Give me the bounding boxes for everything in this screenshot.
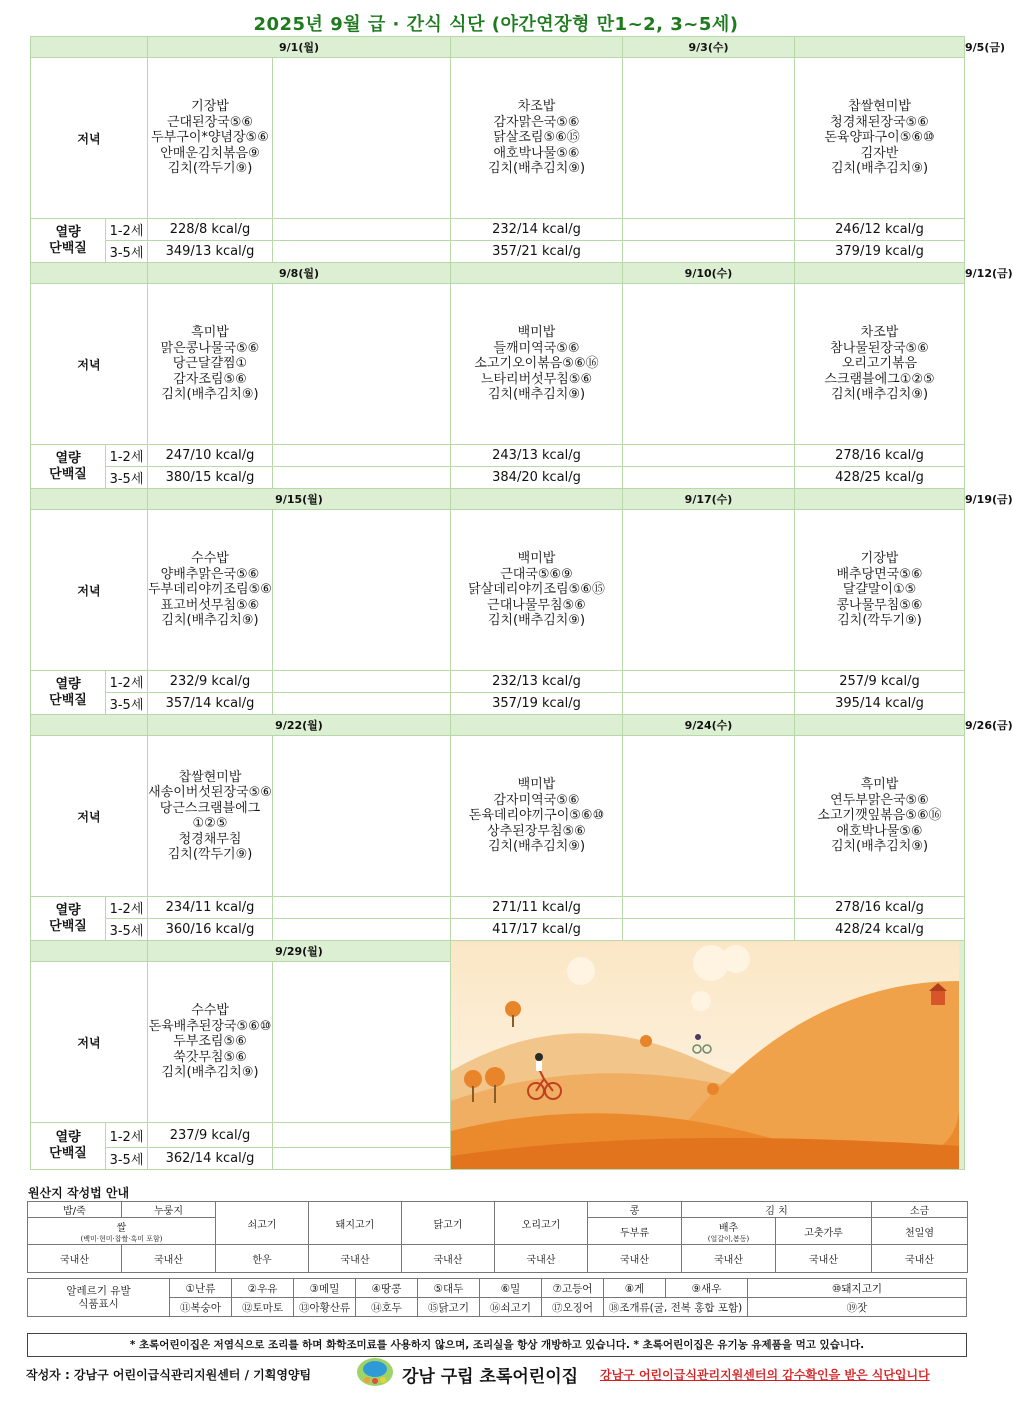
kcal-row-2 [31,241,965,263]
dinner-menu [148,510,273,671]
dish-item: 김치(배추김치⑨) [830,839,929,855]
origin-cabbage-cell [682,1218,776,1245]
header-spacer [795,37,965,58]
kcal-label-2: 단백질 [49,466,87,482]
dish-item: 새송이버섯된장국⑤⑥ [148,785,272,800]
age-label: 3-5세 [106,1148,148,1170]
dish-item: 양배추맑은국⑤⑥ [160,566,260,582]
allergy-item: ⑯쇠고기 [480,1298,542,1317]
dinner-label: 저녁 [31,58,148,219]
kcal-value: 246/12 kcal/g [795,219,965,241]
origin-header-chicken: 닭고기 [402,1202,495,1245]
allergy-item: ⑤대두 [418,1279,480,1298]
origin-value: 국내산 [402,1245,495,1273]
dish-item: 수수밥 [191,1003,229,1019]
dish-item: 김치(배추김치⑨) [830,161,929,177]
dish-item: 흑미밥 [860,777,899,793]
date-header: 9/3(수) [623,37,795,58]
autumn-landscape-icon [451,941,959,1169]
kcal-value: 417/17 kcal/g [451,919,623,941]
origin-rice-note: (백미·현미·찹쌀·흑미 포함) [80,1234,163,1243]
dinner-row [31,284,965,445]
origin-header-nurungji: 누룽지 [122,1202,216,1218]
dish-item: 연두부맑은국⑤⑥ [830,792,929,808]
dinner-label: 저녁 [31,962,148,1123]
dish-item: 기장밥 [191,99,229,115]
dish-item: 닭살데리야끼조림⑤⑥⑮ [468,582,605,598]
allergy-table [27,1278,967,1317]
blank-cell [623,58,795,219]
allergy-label-1: 알레르기 유발 [66,1284,131,1297]
dish-item: 오리고기볶음 [841,356,918,372]
dish-item: 돈육배추된장국⑤⑥⑩ [148,1018,272,1034]
dish-item: 콩나물무침⑤⑥ [836,597,923,613]
date-header: 9/1(월) [148,37,451,58]
origin-table [27,1201,968,1273]
blank-cell [273,58,451,219]
dish-item: 당근스크램블에그 [159,800,261,816]
allergy-item: ⑲잣 [748,1298,967,1317]
date-header-row [31,941,965,962]
allergy-item: ⑬아황산류 [294,1298,356,1317]
date-header: 9/8(월) [148,263,451,284]
dish-item: 김치(배추김치⑨) [161,613,259,629]
kcal-value: 234/11 kcal/g [148,897,273,919]
kcal-value: 357/21 kcal/g [451,241,623,263]
dish-item: 백미밥 [517,777,556,793]
dish-item: 백미밥 [517,325,556,341]
dinner-menu [795,736,965,897]
blank-cell [273,919,451,941]
origin-value: 국내산 [872,1245,968,1273]
blank-cell [273,897,451,919]
origin-header-rice: 밥/죽 [28,1202,122,1218]
allergy-item: ①난류 [170,1279,232,1298]
dish-item: 소고기깻잎볶음⑤⑥⑯ [817,808,942,824]
blank-cell [273,671,451,693]
dinner-menu [148,284,273,445]
header-spacer [795,715,965,736]
blank-cell [273,510,451,671]
origin-value: 국내산 [495,1245,588,1273]
allergy-item: ②우유 [232,1279,294,1298]
blank-cell [273,467,451,489]
confirmation-note: 강남구 어린이급식관리지원센터의 감수확인을 받은 식단입니다 [600,1368,930,1382]
header-spacer [451,263,623,284]
allergy-item: ③메밀 [294,1279,356,1298]
kcal-value: 243/13 kcal/g [451,445,623,467]
kcal-value: 278/16 kcal/g [795,445,965,467]
header-spacer [451,489,623,510]
kcal-label [31,671,106,715]
date-header-row: 9/15(월) 9/17(수) 9/19(금) [31,489,965,510]
dish-item: 근대된장국⑤⑥ [166,114,254,130]
school-name: 강남 구립 초록어린이집 [402,1367,579,1387]
dish-item: 김자반 [860,145,899,161]
origin-header-bean: 콩 [588,1202,682,1218]
allergy-item: ⑦고등어 [542,1279,604,1298]
allergy-item: ⑧게 [604,1279,666,1298]
blank-cell [273,241,451,263]
dinner-row [31,736,965,897]
dinner-menu [451,510,623,671]
kcal-label [31,1123,106,1170]
dish-item: 청경채무침 [178,831,242,847]
kcal-value: 232/13 kcal/g [451,671,623,693]
origin-cabbage: 배추 [718,1222,739,1234]
kcal-label-2: 단백질 [49,918,87,934]
allergy-item: ⑱조개류(굴, 전복 홍합 포함) [604,1298,748,1317]
origin-header-kimchi: 김 치 [682,1202,872,1218]
age-label: 1-2세 [106,897,148,919]
dish-item: 김치(배추김치⑨) [487,161,586,177]
dish-item: 차조밥 [517,99,556,115]
blank-cell [273,284,451,445]
dinner-menu [451,736,623,897]
date-header: 9/24(수) [623,715,795,736]
dish-item: 안매운김치볶음⑨ [160,145,260,161]
origin-pepper: 고춧가루 [776,1218,872,1245]
kcal-value: 379/19 kcal/g [795,241,965,263]
date-header: 9/17(수) [623,489,795,510]
kcal-value: 278/16 kcal/g [795,897,965,919]
blank-cell [623,241,795,263]
dish-item: 두부조림⑤⑥ [173,1034,247,1050]
date-header: 9/22(월) [148,715,451,736]
kcal-row-2 [31,919,965,941]
blank-cell [273,1123,451,1148]
date-header-row: 9/1(월) 9/3(수) 9/5(금) [31,37,965,58]
dish-item: 근대나물무침⑤⑥ [487,597,586,613]
blank-cell [273,1148,451,1170]
origin-salt: 천일염 [872,1218,968,1245]
autumn-illustration [451,941,965,1170]
age-label: 1-2세 [106,671,148,693]
allergy-label-2: 식품표시 [78,1297,119,1310]
notice: * 초록어린이집은 저염식으로 조리를 하며 화학조미료를 사용하지 않으며, 조리실을 항상 개방하고 있습니다. * 초록어린이집은 유기농 유제품을 먹고 있습니다. [27,1333,967,1357]
origin-cabbage-note: (얼갈이,봄동) [707,1234,750,1243]
dish-item: 상추된장무침⑤⑥ [487,823,586,839]
kcal-label-2: 단백질 [49,240,87,256]
origin-value: 국내산 [588,1245,682,1273]
date-header-row: 9/22(월) 9/24(수) 9/26(금) [31,715,965,736]
dish-item: 수수밥 [191,551,229,567]
kcal-label [31,897,106,941]
origin-value: 국내산 [309,1245,402,1273]
origin-value: 국내산 [682,1245,776,1273]
allergy-item: ⑪복숭아 [170,1298,232,1317]
age-label: 3-5세 [106,467,148,489]
dinner-label: 저녁 [31,284,148,445]
dish-item: 김치(깍두기⑨) [167,847,253,862]
dish-item: 들깨미역국⑤⑥ [493,340,580,356]
allergy-item: ⑨새우 [666,1279,748,1298]
dish-item: 스크램블에그①②⑤ [824,371,935,387]
origin-value: 국내산 [776,1245,872,1273]
dinner-menu [148,962,273,1123]
kcal-row-1 [31,445,965,467]
kcal-label-2: 단백질 [49,692,87,708]
blank-cell [273,445,451,467]
dinner-label: 저녁 [31,736,148,897]
author: 작성자 : 강남구 어린이급식관리지원센터 / 기획영양팀 [26,1368,312,1382]
header-spacer [31,941,148,962]
age-label: 1-2세 [106,445,148,467]
kcal-label-2: 단백질 [49,1146,87,1161]
allergy-item: ⑫토마토 [232,1298,294,1317]
blank-cell [273,736,451,897]
dinner-menu [795,58,965,219]
dish-item: 김치(배추김치⑨) [830,387,929,403]
dish-item: 김치(깍두기⑨) [837,613,922,629]
dinner-menu [148,58,273,219]
age-label: 3-5세 [106,919,148,941]
blank-cell [623,671,795,693]
dish-item: 찹쌀현미밥 [178,769,242,785]
origin-header-duck: 오리고기 [495,1202,588,1245]
dish-item: 김치(배추김치⑨) [487,839,586,855]
age-label: 3-5세 [106,693,148,715]
origin-value: 한우 [216,1245,309,1273]
header-spacer [795,489,965,510]
dinner-row [31,510,965,671]
dish-item: 차조밥 [860,325,899,341]
dish-item: 애호박나물⑤⑥ [836,823,923,839]
origin-bean: 두부류 [588,1218,682,1245]
allergy-label [28,1279,170,1317]
dish-item: 백미밥 [517,551,556,567]
header-spacer [31,263,148,284]
blank-cell [623,897,795,919]
date-header: 9/10(수) [623,263,795,284]
kcal-value: 247/10 kcal/g [148,445,273,467]
blank-cell [273,962,451,1123]
kcal-value: 349/13 kcal/g [148,241,273,263]
header-spacer [31,489,148,510]
kcal-value: 428/24 kcal/g [795,919,965,941]
dish-item: ①②⑤ [192,816,228,831]
allergy-item: ⑩돼지고기 [748,1279,967,1298]
age-label: 3-5세 [106,241,148,263]
kcal-value: 395/14 kcal/g [795,693,965,715]
blank-cell [623,919,795,941]
dish-item: 표고버섯무침⑤⑥ [160,597,260,613]
dish-item: 두부구이*양념장⑤⑥ [151,130,269,146]
dish-item: 맑은콩나물국⑤⑥ [160,340,260,356]
dish-item: 쑥갓무침⑤⑥ [173,1049,247,1065]
dish-item: 소고기오이볶음⑤⑥⑯ [474,356,599,372]
kcal-value: 357/19 kcal/g [451,693,623,715]
kcal-value: 237/9 kcal/g [148,1123,273,1148]
dinner-menu [451,284,623,445]
blank-cell [623,510,795,671]
dish-item: 청경채된장국⑤⑥ [830,114,929,130]
allergy-item: ⑭호두 [356,1298,418,1317]
allergy-item: ⑮닭고기 [418,1298,480,1317]
kcal-label-1: 열량 [55,1130,81,1145]
dish-item: 김치(배추김치⑨) [487,613,586,629]
allergy-item: ⑰오징어 [542,1298,604,1317]
allergy-item: ⑥밀 [480,1279,542,1298]
header-spacer [451,715,623,736]
dish-item: 김치(깍두기⑨) [167,161,253,177]
blank-cell [273,219,451,241]
dish-item: 당근달걀찜① [172,356,248,372]
blank-cell [273,693,451,715]
kcal-label-1: 열량 [55,676,81,692]
blank-cell [623,219,795,241]
kcal-row-1 [31,219,965,241]
kcal-value: 257/9 kcal/g [795,671,965,693]
menu-table [30,36,1013,1170]
origin-title: 원산지 작성법 안내 [28,1186,130,1200]
kcal-value: 271/11 kcal/g [451,897,623,919]
dinner-menu [795,284,965,445]
kcal-row-1 [31,897,965,919]
header-spacer [31,37,148,58]
header-spacer [795,263,965,284]
blank-cell [623,467,795,489]
kcal-value: 357/14 kcal/g [148,693,273,715]
origin-value: 국내산 [28,1245,122,1273]
dinner-menu [795,510,965,671]
dish-item: 닭살조림⑤⑥⑮ [493,130,580,146]
allergy-item: ④땅콩 [356,1279,418,1298]
school-logo-icon [355,1356,395,1388]
dish-item: 찹쌀현미밥 [848,99,911,115]
date-header: 9/15(월) [148,489,451,510]
dish-item: 배추당면국⑤⑥ [836,566,923,582]
origin-value: 국내산 [122,1245,216,1273]
dish-item: 참나물된장국⑤⑥ [830,340,929,356]
dinner-label: 저녁 [31,510,148,671]
age-label: 1-2세 [106,219,148,241]
kcal-value: 362/14 kcal/g [148,1148,273,1170]
blank-cell [623,445,795,467]
dish-item: 돈육데리야끼구이⑤⑥⑩ [468,808,605,824]
dish-item: 돈육양파구이⑤⑥⑩ [824,130,935,146]
dinner-menu [148,736,273,897]
date-header-row: 9/8(월) 9/10(수) 9/12(금) [31,263,965,284]
dinner-menu [451,58,623,219]
kcal-value: 232/9 kcal/g [148,671,273,693]
kcal-label-1: 열량 [55,224,81,240]
kcal-label-1: 열량 [55,902,81,918]
kcal-value: 360/16 kcal/g [148,919,273,941]
dish-item: 흑미밥 [191,325,229,341]
page-title: 2025년 9월 급 · 간식 식단 (야간연장형 만1~2, 3~5세) [253,14,739,35]
dish-item: 김치(배추김치⑨) [161,387,259,403]
dinner-row [31,58,965,219]
dish-item: 기장밥 [860,551,899,567]
header-spacer [31,715,148,736]
dish-item: 감자미역국⑤⑥ [493,792,580,808]
dish-item: 달걀말이①⑤ [842,582,917,598]
kcal-value: 228/8 kcal/g [148,219,273,241]
date-header: 9/29(월) [148,941,451,962]
kcal-value: 380/15 kcal/g [148,467,273,489]
kcal-value: 428/25 kcal/g [795,467,965,489]
dish-item: 감자맑은국⑤⑥ [493,114,580,130]
dish-item: 근대국⑤⑥⑨ [500,566,573,582]
kcal-label [31,219,106,263]
header-spacer [451,37,623,58]
dish-item: 감자조림⑤⑥ [173,371,247,387]
kcal-row-2 [31,467,965,489]
kcal-value: 232/14 kcal/g [451,219,623,241]
kcal-row-1 [31,671,965,693]
kcal-label [31,445,106,489]
dish-item: 느타리버섯무침⑤⑥ [480,371,593,387]
origin-header-beef: 쇠고기 [216,1202,309,1245]
dish-item: 김치(배추김치⑨) [161,1065,259,1081]
blank-cell [623,693,795,715]
kcal-row-2 [31,693,965,715]
blank-cell [623,736,795,897]
age-label: 1-2세 [106,1123,148,1148]
dish-item: 두부데리야끼조림⑤⑥ [148,582,272,598]
origin-rice-cell [28,1218,216,1245]
blank-cell [623,284,795,445]
dish-item: 애호박나물⑤⑥ [493,145,580,161]
dish-item: 김치(배추김치⑨) [487,387,586,403]
kcal-label-1: 열량 [55,450,81,466]
kcal-value: 384/20 kcal/g [451,467,623,489]
origin-rice: 쌀 [116,1222,127,1234]
origin-header-pork: 돼지고기 [309,1202,402,1245]
origin-header-salt: 소금 [872,1202,968,1218]
